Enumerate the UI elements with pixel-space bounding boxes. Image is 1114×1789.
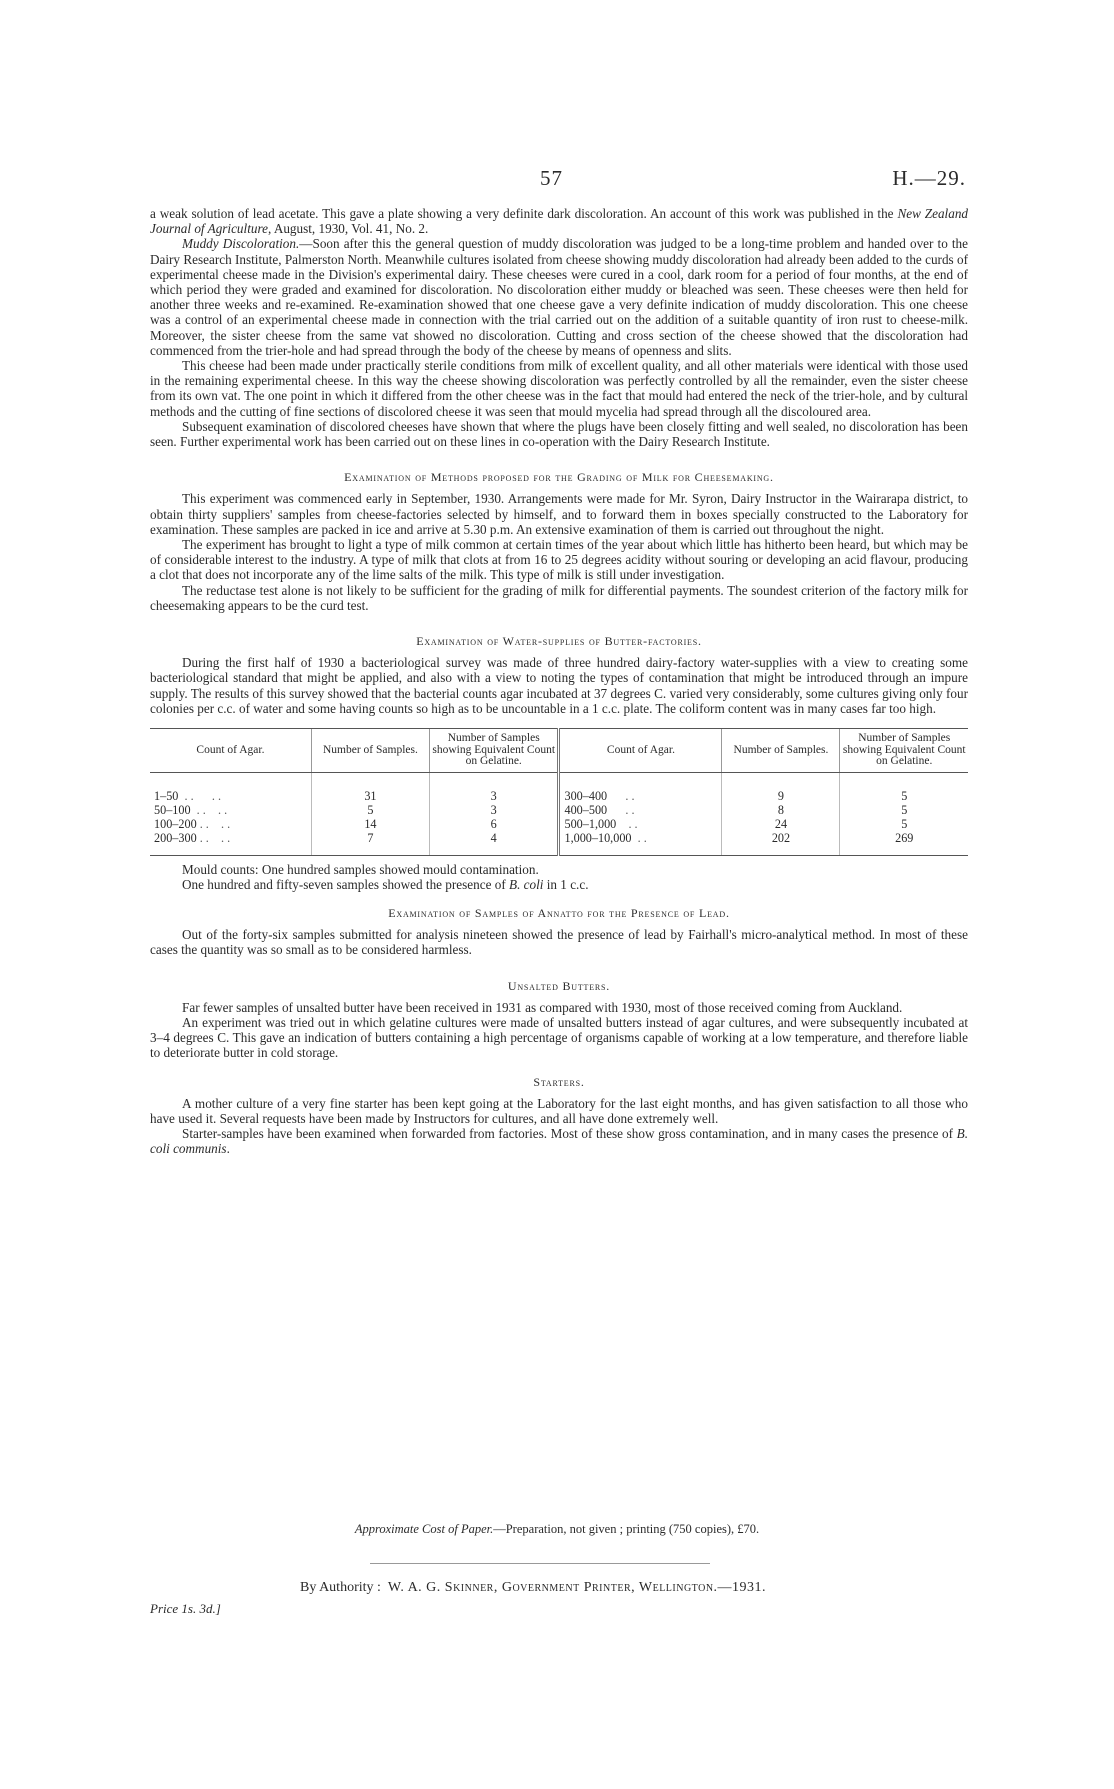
heading-annatto: Examination of Samples of Annatto for the Presence of Lead. — [388, 906, 730, 920]
table-row: 200–300 . . . . 7 4 1,000–10,000 . . 202 269 — [150, 831, 968, 856]
paragraph-annatto-1: Out of the forty-six samples submitted for analysis nineteen showed the presence of lead by Fairhall's micro-analytical method. In most of these cases the quantity was so small as to be considered harmless. — [150, 927, 968, 958]
table-note-coli: One hundred and fifty-seven samples showed the presence of B. coli in 1 c.c. — [182, 876, 589, 892]
printer-authority: By Authority : W. A. G. Skinner, Government Printer, Wellington.—1931. — [300, 1580, 767, 1595]
table-spacer-row — [150, 772, 968, 789]
cost-of-paper-note: Approximate Cost of Paper.—Preparation, not given ; printing (750 copies), £70. — [354, 1522, 760, 1536]
paragraph-sterile-cheese: This cheese had been made under practically sterile conditions from milk of excellent quality, and all other materials were identical with those used in the remaining experimental cheese. In this way the cheese showing discoloration was perfectly controlled by all the remainder, even the sister cheese from its own vat. The one point in which it differed from the other cheese was in the fact that mould had entered the neck of the trier-hole, and by cultural methods and the cutting of fine sections of discolored cheese it was seen that mould mycelia had spread through all the discoloured area. — [150, 358, 968, 419]
paragraph-muddy-discoloration: Muddy Discoloration.—Soon after this the general question of muddy discoloration was judged to be a long-time problem and handed over to the Dairy Research Institute, Palmerston North. Meanwhile cultures isolated from cheese showing muddy discoloration had already been added to the curds of experimental cheese made in the Division's experimental dairy. These cheeses were cured in a cool, dark room for a period of four months, at the end of which period they were graded and examined for discoloration. No discoloration either muddy or bleached was seen. These cheeses were then held for another three weeks and re-examined. Re-examination showed that one cheese gave a very definite indication of muddy discoloration. This one cheese was a control of an experimental cheese made in connection with the trial carried out on the addition of a suitable quantity of iron rust to cheese-milk. Moreover, the sister cheese from the same vat showed no discoloration. Cutting and cross section of the cheese showed that the discoloration had commenced from the trier-hole and had spread through the body of the cheese by means of openness and slits. — [150, 236, 968, 358]
table-row: 100–200 . . . . 14 6 500–1,000 . . 24 5 — [150, 817, 968, 831]
paragraph-butters-1: Far fewer samples of unsalted butter have been received in 1931 as compared with 1930, most of those received coming from Auckland. — [182, 999, 903, 1015]
agar-count-table — [150, 728, 968, 856]
col-number-of-samples-2: Number of Samples. — [722, 729, 840, 773]
table-row: 1–50 . . . . 31 3 300–400 . . 9 5 — [150, 789, 968, 803]
heading-grading-of-milk: Examination of Methods proposed for the Grading of Milk for Cheesemaking. — [344, 470, 774, 485]
paragraph-butters-2: An experiment was tried out in which gelatine cultures were made of unsalted butters instead of agar cultures, and were subsequently incubated at 3–4 degrees C. This gave an indication of butters containing a high percentage of organisms capable of working at a low temperature, and therefore liable to deteriorate butter in cold storage. — [150, 1015, 968, 1061]
heading-water-supplies: Examination of Water-supplies of Butter-factories. — [416, 634, 702, 649]
page-number: 57 — [540, 166, 563, 190]
price-note: Price 1s. 3d.] — [150, 1601, 221, 1616]
heading-unsalted-butters: Unsalted Butters. — [507, 978, 611, 993]
col-count-of-agar: Count of Agar. — [150, 729, 311, 773]
col-count-of-agar-2: Count of Agar. — [559, 729, 722, 773]
paragraph-lead-acetate: a weak solution of lead acetate. This gave a plate showing a very definite dark discoloration. An account of this work was published in the New Zealand Journal of Agriculture, August, 1930, Vol. 41, No. 2. — [150, 206, 969, 237]
table-header-row — [150, 729, 968, 773]
paragraph-starters-2: Starter-samples have been examined when forwarded from factories. Most of these show gross contamination, and in many cases the presence of B. coli communis. — [150, 1126, 968, 1157]
subheading-muddy-discoloration: Muddy Discoloration. — [182, 236, 300, 252]
col-gelatine-count: Number of Samples showing Equivalent Count on Gelatine. — [429, 729, 559, 773]
table-note-mould: Mould counts: One hundred samples showed mould contamination. — [182, 861, 539, 877]
heading-starters: Starters. — [533, 1074, 585, 1089]
journal-title: New Zealand Journal of Agriculture — [150, 206, 969, 237]
footer-rule — [370, 1563, 710, 1564]
paragraph-water-1: During the first half of 1930 a bacteriological survey was made of three hundred dairy-factory water-supplies with a view to creating some bacteriological standard that might be applied, and also with a view to noting the types of contamination that might be introduced through an impure supply. The results of this survey showed that the bacterial counts agar incubated at 37 degrees C. varied very considerably, some cultures giving only four colonies per c.c. of water and some having counts so high as to be uncountable in a 1 c.c. plate. The coliform content was in many cases far too high. — [150, 655, 968, 716]
paragraph-grading-1: This experiment was commenced early in September, 1930. Arrangements were made for Mr. Syron, Dairy Instructor in the Wairarapa district, to obtain thirty suppliers' samples from cheese-factories selected by himself, and to forward them in boxes specially constructed to the Laboratory for examination. These samples are packed in ice and arrive at 5.30 p.m. An extensive examination of them is carried out throughout the night. — [150, 491, 968, 537]
paragraph-starters-1: A mother culture of a very fine starter has been kept going at the Laboratory for the last eight months, and has given satisfaction to all those who have used it. Several requests have been made by Instructors for cultures, and all have done extremely well. — [150, 1095, 968, 1127]
col-number-of-samples: Number of Samples. — [311, 729, 429, 773]
paragraph-grading-3: The reductase test alone is not likely to be sufficient for the grading of milk for differential payments. The soundest criterion of the factory milk for cheesemaking appears to be the curd test. — [150, 582, 968, 613]
body-text — [150, 206, 968, 1157]
document-code: H.—29. — [892, 166, 966, 190]
col-gelatine-count-2: Number of Samples showing Equivalent Count on Gelatine. — [840, 729, 968, 773]
paragraph-grading-2: The experiment has brought to light a type of milk common at certain times of the year about which little has hitherto been heard, but which may be of considerable interest to the industry. A type of milk that clots at from 16 to 25 degrees acidity without souring or developing an acid flavour, producing a clot that does not incorporate any of the lime salts of the milk. This type of milk is still under investigation. — [150, 537, 968, 583]
paragraph-subsequent-examination: Subsequent examination of discolored cheeses have shown that where the plugs have been closely fitting and well sealed, no discoloration has been seen. Further experimental work has been carried out on these lines in co-operation with the Dairy Research Institute. — [150, 418, 968, 450]
page-header — [0, 166, 1114, 196]
table-row: 50–100 . . . . 5 3 400–500 . . 8 5 — [150, 803, 968, 817]
